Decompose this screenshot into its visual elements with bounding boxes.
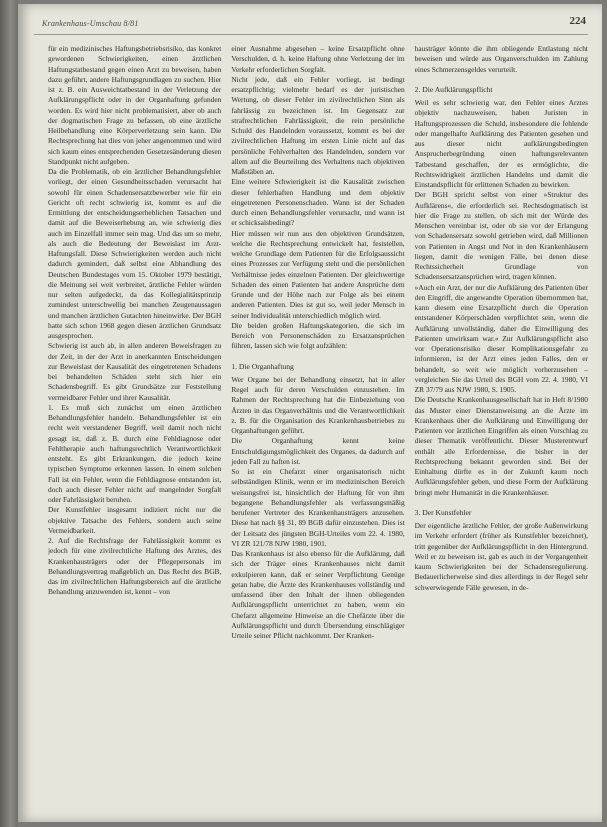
paragraph: Die beiden großen Haftungskategorien, die sich im Bereich von Personenschäden zu Ersatzansprüchen führen, lassen sich wie folgt aufzählen: [231, 320, 405, 351]
document-page [18, 4, 602, 822]
column-3 [415, 44, 588, 802]
paragraph: Die Organhaftung kennt keine Entschuldigungsmöglichkeit des Organes, da dadurch auf jeden Fall zu haften ist. [231, 436, 405, 466]
list-item: 1. Es muß sich zunächst um einen ärztlichen Behandlungsfehler handeln. Behandlungsfehler ist ein recht weit verstandener Begriff, weil damit noch nicht gesagt ist, daß z. B. durch eine Fehldiagnose oder Fehltherapie auch haftungsrechtlich Verantwortlichkeit entsteht. Es gibt Erkrankungen, die jedoch keine typischen Symptome erkennen lassen. In einem solchen Fall ist ein Fehler, wenn die Fehldiagnose entstanden ist, doch auch dieser Fehler nicht auf mangelnder Sorgfalt oder Fahrlässigkeit beruhen. [48, 402, 222, 504]
column-2 [231, 44, 404, 802]
paragraph: hausträger könnte die ihm obliegende Entlastung nicht beweisen und würde aus Organverschulden im Zahlung eines Schmerzensgeldes verurteilt. [414, 44, 588, 74]
paragraph: Hier müssen wir nun aus den objektiven Grundsätzen, welche die Rechtsprechung entwickelt hat, feststellen, welche Grundlage dem Patienten für die Erfolgsaussicht eines Prozesses zur Verfügung steht und die persönlichen Verhältnisse jedes einzelnen Patienten. Der gleichwertige Schaden des einen Patienten hat andere Ansprüche dem Grunde und der Höhe nach zur Folge als bei einem anderen Patienten. Dies ist gut so, weil jeder Mensch in seiner Individualität unterschiedlich möglich wird. [231, 228, 405, 320]
column-1 [48, 44, 221, 802]
paragraph: Da die Problematik, ob ein ärztlicher Behandlungsfehler vorliegt, der einen Gesundheitsschaden verursacht hat sowohl für einen Schadensersatzbewerber wie für ein Gericht oft recht schwierig ist, kommt es auf die Ermittlung der entscheidungserheblichen Tatsachen und damit auf die Beweiserhebung an, wie schwierig dies auch im Einzelfall immer sein mag. Und das um so mehr, als auch die Bedeutung der Beweislast im Arzt-Haftungsfall. Diese Schwierigkeiten werden auch nicht dadurch gemindert, daß selbst eine Abhandlung des Deutschen Bundestages vom 15. Oktober 1979 bestätigt, die Meinung sei weit verbreitet, ärztliche Fehler würden nur selten aufgedeckt, da das Kollegialitätsprinzip zumindest unterschwellig bei manchen Zeugenaussagen und manchen ärztlichen Gutachten hineinwirke. Der BGH hatte sich schon 1968 gegen diesen ärztlichen Grundsatz ausgesprochen. [48, 167, 222, 340]
paragraph: für ein medizinisches Haftungsbetriebsrisiko, das konkret gewordenen Schwierigkeiten, einen ärztlichen Haftungstatbestand gegen einen Arzt zu beweisen, haben dazu geführt, andere Haftungsgrundlagen zu suchen. Hier ist z. B. ein Ausweichtatbestand in der Verletzung der Aufklärungspflicht oder in der Organhaftung gefunden worden. Es wird hier nicht problematisiert, aber ob auch der dogmatischen Frage zu befassen, ob eine ärztliche Heilbehandlung eine Körperverletzung sein kann. Die Rechtsprechung hat dies von jeher angenommen und wird sich kaum eines entsprechenden Gesetzesänderung diesen Standpunkt nicht aufgeben. [48, 44, 222, 166]
section-heading: 1. Die Organhaftung [231, 361, 294, 371]
section-heading: 3. Der Kunstfehler [414, 507, 472, 517]
paragraph: »Auch ein Arzt, der nur die Aufklärung des Patienten über den Eingriff, die angewandte Operation übernommen hat, kann diesem eine Ersatzpflicht durch die Operation entstandener Körperschäden verpflichtet sein, wenn die Aufklärung unvollständig, daher die Einwilligung des Patienten unwirksam war.« Zur Aufklärungspflicht also vor Operationsrisiko dieser Komplikationsgefahr zu informieren, ist der Arzt eines jeden Falles, den er behandelt, so weit wie möglich vorherzusehen – vergleichen Sie das Urteil des BGH vom 22. 4. 1980, VI ZR 37/79 aus NJW 1980, S. 1905. [414, 282, 588, 394]
paragraph: Der Kunstfehler insgesamt indiziert nicht nur die objektive Tatsache des Fehlers, sondern auch seine Vermeidbarkeit. [48, 505, 222, 535]
book-binding [0, 0, 18, 827]
list-item: 2. Auf die Rechtsfrage der Fahrlässigkeit kommt es jedoch für eine zivilrechtliche Haftung des Arztes, des Krankenhausträgers oder der Pflegepersonals im Behandlungsvertrag maßgeblich an. Das Recht des BGB, das im zivilrechtlichen Haftungsbereich auf die ärztliche Behandlung anzuwenden ist, kennt – von [48, 536, 222, 597]
paragraph: Wer Organe bei der Behandlung einsetzt, hat in aller Regel auch für deren Verschulden einzustehen. Im Rahmen der Rechtsprechung hat die Einbeziehung von Ärzten in das Organverhältnis und die Verantwortlichkeit z. B. für die Organisation des Krankenhausbetriebes zu Organhaftungen geführt. [231, 374, 405, 435]
paragraph: Eine weitere Schwierigkeit ist die Kausalität zwischen dieser fehlerhaften Handlung und dem objektiv eingetretenen Personenschaden. Wann ist der Schaden durch einen Behandlungsfehler verursacht, und wann ist er schicksalsbedingt? [231, 177, 405, 228]
page-number: 224 [569, 15, 586, 27]
paragraph: Der eigentliche ärztliche Fehler, der große Außenwirkung im Verkehr erfordert (früher als Kunstfehler bezeichnet), tritt gegenüber der Aufklärungspflicht in den Hintergrund. Weil er zu beweisen ist, gab es auch in der Vergangenheit kaum Schwierigkeiten bei der Schadensregulierung. Bedauerlicherweise sind dies allerdings in der Regel sehr schwerwiegende Fälle gewesen, in de- [414, 521, 588, 592]
paragraph: So ist ein Chefarzt einer organisatorisch nicht selbständigen Klinik, wenn er im medizinischen Bereich weisungsfrei ist, hinsichtlich der Haftung für von ihm begangene Behandlungsfehler als verfassungsmäßig berufener Vertreter des Krankenhausträgers anzusehen. Diese hat nach §§ 31, 89 BGB dafür einzustehen. Dies ist der Leitsatz des jüngsten BGH-Urteiles vom 22. 4. 1980, VI ZR 121/78 NJW 1980, 1901. [231, 467, 405, 548]
page-header [34, 14, 588, 35]
journal-title: Krankenhaus-Umschau 8/81 [42, 19, 139, 28]
paragraph: einer Ausnahme abgesehen – keine Ersatzpflicht ohne Verschulden, d. h. keine Haftung ohne Verletzung der im Verkehr erforderlichen Sorgfalt. [231, 44, 405, 74]
paragraph: Der BGH spricht selbst von einer »Struktur des Aufklärens«, die erforderlich sei. Rechtsdogmatisch ist hier die Frage zu stellen, ob sich mit der Würde des Menschen vereinbar ist, oder ob sie vor der Erlangung von Schadensersatz sowohl getrieben wird, daß Millionen von Patienten in Angst und Not in den Krankenhäusern liegen, damit die wenigen Fälle, bei denen diese Rechtssicherheit Grundlage von Schadensersatzansprüchen wird, tragen können. [414, 190, 588, 282]
text-columns [48, 44, 588, 802]
paragraph: Die Deutsche Krankenhausgesellschaft hat in Heft 8/1980 das Muster einer Dienstanweisung an die Ärzte im Krankenhaus über die Aufklärung und Einwilligung der Patienten vor ärztlichen Eingriffen als einen Vorschlag zu dieser Thematik veröffentlicht. Dieser Musterentwurf enthält alle Erfordernisse, die bisher in der Rechtsprechung bekannt geworden sind. Bei der Einhaltung dürfte es in der Zukunft kaum noch Aufklärungsfehler geben, und diese Form der Aufklärung bringt mehr Humanität in die Krankenhäuser. [414, 395, 588, 497]
paragraph: Nicht jede, daß ein Fehler vorliegt, ist bedingt ersatzpflichtig; vielmehr bedarf es der juristischen Wertung, ob dieser Fehler im zivilrechtlichen Sinn als fahrlässig zu bezeichnen ist. Im Gegensatz zur strafrechtlichen Fahrlässigkeit, die rein persönliche Schuld des Handelnden voraussetzt, kommt es bei der zivilrechtlichen Haftung im ersten Linie nicht auf das persönliche Fehlverhalten des Handelnden, sondern vor allem auf die Beurteilung des Verhaltens nach objektiven Maßstäben an. [231, 74, 405, 176]
paragraph: Das Krankenhaus ist also ebenso für die Aufklärung, daß sich der Träger eines Krankenhauses nicht damit exkulpieren kann, daß er seiner Verpflichtung Genüge getan habe, die Ärzte des Krankenhauses vollständig und umfassend über den Inhalt der ihnen obliegenden Aufklärungspflicht unterrichtet zu haben, wenn ein Chefarzt allgemeine Hinweise an die Chefärzte über die Aufklärungspflicht und durch Übersendung einschlägiger Urteile seiner Pflicht nachkommt. Der Kranken- [231, 549, 405, 640]
paragraph: Schwierig ist auch ab, in allen anderen Beweisfragen zu der Zeit, in der der Arzt in anerkannten Entscheidungen zur Beweislast der Kausalität des eingetretenen Schadens bei behandelten Schäden steht sich hier ein Schadensbegriff. Es gibt Grundsätze zur Feststellung vermeidbarer Fehler und ihrer Kausalität. [48, 341, 222, 402]
paragraph: Weil es sehr schwierig war, den Fehler eines Arztes objektiv nachzuweisen, haben Juristen in Haftungsprozessen die Schuld, insbesondere die fehlende oder mangelhafte Aufklärung des Patienten gesehen und aus dieser nicht aufklärungsbedingten Ansprucherbegründung einen haftungsrelevanten Tatbestand geschaffen, der es ermöglichte, die Rechtswidrigkeit ärztlichen Handelns und damit die Einstandspflicht für erlittenen Schaden zu bewirken. [414, 98, 588, 189]
section-heading: 2. Die Aufklärungspflicht [414, 84, 493, 94]
